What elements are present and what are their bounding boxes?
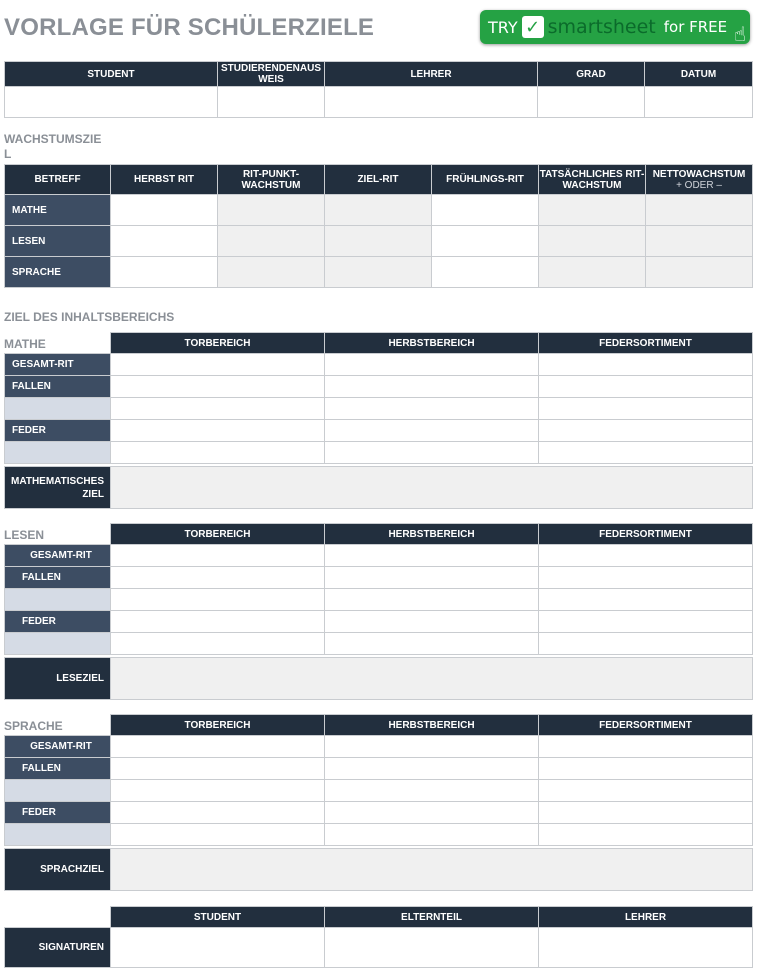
row-label-language: SPRACHE — [5, 257, 111, 288]
growth-cell[interactable] — [111, 195, 218, 226]
row-label-spring: FEDER — [5, 420, 111, 442]
range-cell[interactable] — [539, 545, 753, 567]
row-label-blank — [5, 398, 111, 420]
growth-cell[interactable] — [539, 257, 646, 288]
growth-cell[interactable] — [325, 257, 432, 288]
range-cell[interactable] — [111, 758, 325, 780]
signature-student-cell[interactable] — [111, 928, 325, 968]
range-cell[interactable] — [325, 420, 539, 442]
range-cell[interactable] — [539, 633, 753, 655]
spacer — [5, 524, 111, 545]
row-label-blank — [5, 589, 111, 611]
reading-range-table — [4, 523, 753, 700]
math-goal-cell[interactable] — [111, 467, 753, 509]
col-target-range: TORBEREICH — [111, 715, 325, 736]
range-cell[interactable] — [539, 376, 753, 398]
range-cell[interactable] — [111, 824, 325, 846]
growth-cell[interactable] — [111, 226, 218, 257]
col-sig-parent: ELTERNTEIL — [325, 907, 539, 928]
range-cell[interactable] — [539, 802, 753, 824]
col-fall-range: HERBSTBEREICH — [325, 715, 539, 736]
language-section-title: SPRACHE — [4, 719, 63, 733]
col-spring-range: FEDERSORTIMENT — [539, 715, 753, 736]
col-target-range: TORBEREICH — [111, 333, 325, 354]
range-cell[interactable] — [325, 802, 539, 824]
row-label-blank — [5, 780, 111, 802]
pointer-hand-icon: ☝ — [733, 22, 746, 46]
banner-brand-label: smartsheet — [547, 16, 656, 38]
growth-cell[interactable] — [111, 257, 218, 288]
banner-free-label: for FREE — [663, 18, 728, 36]
row-label-total: GESAMT-RIT — [5, 545, 111, 567]
growth-cell[interactable] — [539, 195, 646, 226]
row-label-spring: FEDER — [5, 611, 111, 633]
growth-cell[interactable] — [218, 257, 325, 288]
language-goal-cell[interactable] — [111, 849, 753, 891]
growth-cell[interactable] — [646, 257, 753, 288]
row-label-blank — [5, 442, 111, 464]
growth-section-title: WACHSTUMSZIE L — [4, 132, 102, 161]
row-label-total: GESAMT-RIT — [5, 736, 111, 758]
range-cell[interactable] — [325, 633, 539, 655]
check-icon: ✓ — [522, 16, 544, 38]
language-range-table — [4, 714, 753, 891]
row-label-reading: LESEN — [5, 226, 111, 257]
signature-parent-cell[interactable] — [325, 928, 539, 968]
range-cell[interactable] — [111, 780, 325, 802]
range-cell[interactable] — [111, 398, 325, 420]
growth-cell[interactable] — [325, 226, 432, 257]
col-student: STUDENT — [5, 62, 218, 87]
range-cell[interactable] — [111, 420, 325, 442]
math-goal-label: MATHEMATISCHES ZIEL — [5, 467, 111, 509]
range-cell[interactable] — [539, 589, 753, 611]
growth-cell[interactable] — [325, 195, 432, 226]
range-cell[interactable] — [325, 398, 539, 420]
grade-cell[interactable] — [538, 87, 645, 118]
col-subject: BETREFF — [5, 165, 111, 195]
range-cell[interactable] — [325, 442, 539, 464]
col-sig-student: STUDENT — [111, 907, 325, 928]
range-cell[interactable] — [539, 567, 753, 589]
row-label-fall: FALLEN — [5, 567, 111, 589]
col-target-range: TORBEREICH — [111, 524, 325, 545]
spacer — [5, 907, 111, 928]
growth-cell[interactable] — [539, 226, 646, 257]
student-id-cell[interactable] — [218, 87, 325, 118]
growth-goals-table — [4, 164, 753, 288]
col-grade: GRAD — [538, 62, 645, 87]
row-label-math: MATHE — [5, 195, 111, 226]
row-label-spring: FEDER — [5, 802, 111, 824]
banner-try-label: TRY — [488, 17, 518, 37]
student-cell[interactable] — [5, 87, 218, 118]
range-cell[interactable] — [539, 398, 753, 420]
range-cell[interactable] — [111, 736, 325, 758]
growth-cell[interactable] — [218, 226, 325, 257]
range-cell[interactable] — [111, 611, 325, 633]
range-cell[interactable] — [325, 824, 539, 846]
row-label-total: GESAMT-RIT — [5, 354, 111, 376]
col-fall-range: HERBSTBEREICH — [325, 333, 539, 354]
range-cell[interactable] — [539, 824, 753, 846]
date-cell[interactable] — [645, 87, 753, 118]
range-cell[interactable] — [325, 758, 539, 780]
student-info-table — [4, 61, 753, 118]
spacer — [5, 333, 111, 354]
content-section-title: ZIEL DES INHALTSBEREICHS — [4, 310, 175, 324]
range-cell[interactable] — [111, 567, 325, 589]
range-cell[interactable] — [539, 758, 753, 780]
growth-cell[interactable] — [432, 226, 539, 257]
range-cell[interactable] — [325, 376, 539, 398]
growth-cell[interactable] — [432, 257, 539, 288]
col-spring-range: FEDERSORTIMENT — [539, 524, 753, 545]
teacher-cell[interactable] — [325, 87, 538, 118]
smartsheet-trial-banner[interactable] — [480, 10, 750, 44]
range-cell[interactable] — [111, 545, 325, 567]
row-label-blank — [5, 824, 111, 846]
range-cell[interactable] — [539, 420, 753, 442]
growth-cell[interactable] — [646, 195, 753, 226]
growth-cell[interactable] — [432, 195, 539, 226]
range-cell[interactable] — [539, 611, 753, 633]
col-fall-range: HERBSTBEREICH — [325, 524, 539, 545]
range-cell[interactable] — [325, 589, 539, 611]
page-title: VORLAGE FÜR SCHÜLERZIELE — [4, 14, 375, 41]
range-cell[interactable] — [111, 354, 325, 376]
range-cell[interactable] — [111, 589, 325, 611]
net-growth-label: NETTOWACHSTUM — [652, 168, 746, 180]
growth-cell[interactable] — [218, 195, 325, 226]
col-teacher: LEHRER — [325, 62, 538, 87]
language-goal-label: SPRACHZIEL — [5, 849, 111, 891]
net-growth-sub: + ODER – — [676, 179, 722, 191]
range-cell[interactable] — [539, 442, 753, 464]
col-date: DATUM — [645, 62, 753, 87]
range-cell[interactable] — [325, 780, 539, 802]
range-cell[interactable] — [539, 354, 753, 376]
signatures-table — [4, 906, 753, 968]
range-cell[interactable] — [325, 545, 539, 567]
range-cell[interactable] — [111, 442, 325, 464]
range-cell[interactable] — [111, 633, 325, 655]
col-actual-growth: TATSÄCHLICHES RIT-WACHSTUM — [539, 165, 646, 195]
col-spring-rit: FRÜHLINGS-RIT — [432, 165, 539, 195]
col-goal-rit: ZIEL-RIT — [325, 165, 432, 195]
signature-teacher-cell[interactable] — [539, 928, 753, 968]
range-cell[interactable] — [539, 780, 753, 802]
range-cell[interactable] — [325, 611, 539, 633]
reading-section-title: LESEN — [4, 528, 45, 542]
col-spring-range: FEDERSORTIMENT — [539, 333, 753, 354]
range-cell[interactable] — [111, 802, 325, 824]
row-label-fall: FALLEN — [5, 376, 111, 398]
range-cell[interactable] — [111, 376, 325, 398]
col-fall-rit: HERBST RIT — [111, 165, 218, 195]
col-sig-teacher: LEHRER — [539, 907, 753, 928]
col-net-growth — [646, 165, 753, 195]
row-label-blank — [5, 633, 111, 655]
range-cell[interactable] — [325, 736, 539, 758]
col-rit-growth: RIT-PUNKT-WACHSTUM — [218, 165, 325, 195]
reading-goal-cell[interactable] — [111, 658, 753, 700]
range-cell[interactable] — [325, 354, 539, 376]
col-student-id: STUDIERENDENAUS WEIS — [218, 62, 325, 87]
range-cell[interactable] — [325, 567, 539, 589]
growth-cell[interactable] — [646, 226, 753, 257]
range-cell[interactable] — [539, 736, 753, 758]
math-range-table — [4, 332, 753, 509]
spacer — [5, 715, 111, 736]
row-label-fall: FALLEN — [5, 758, 111, 780]
reading-goal-label: LESEZIEL — [5, 658, 111, 700]
signatures-label: SIGNATUREN — [5, 928, 111, 968]
math-section-title: MATHE — [4, 337, 46, 351]
